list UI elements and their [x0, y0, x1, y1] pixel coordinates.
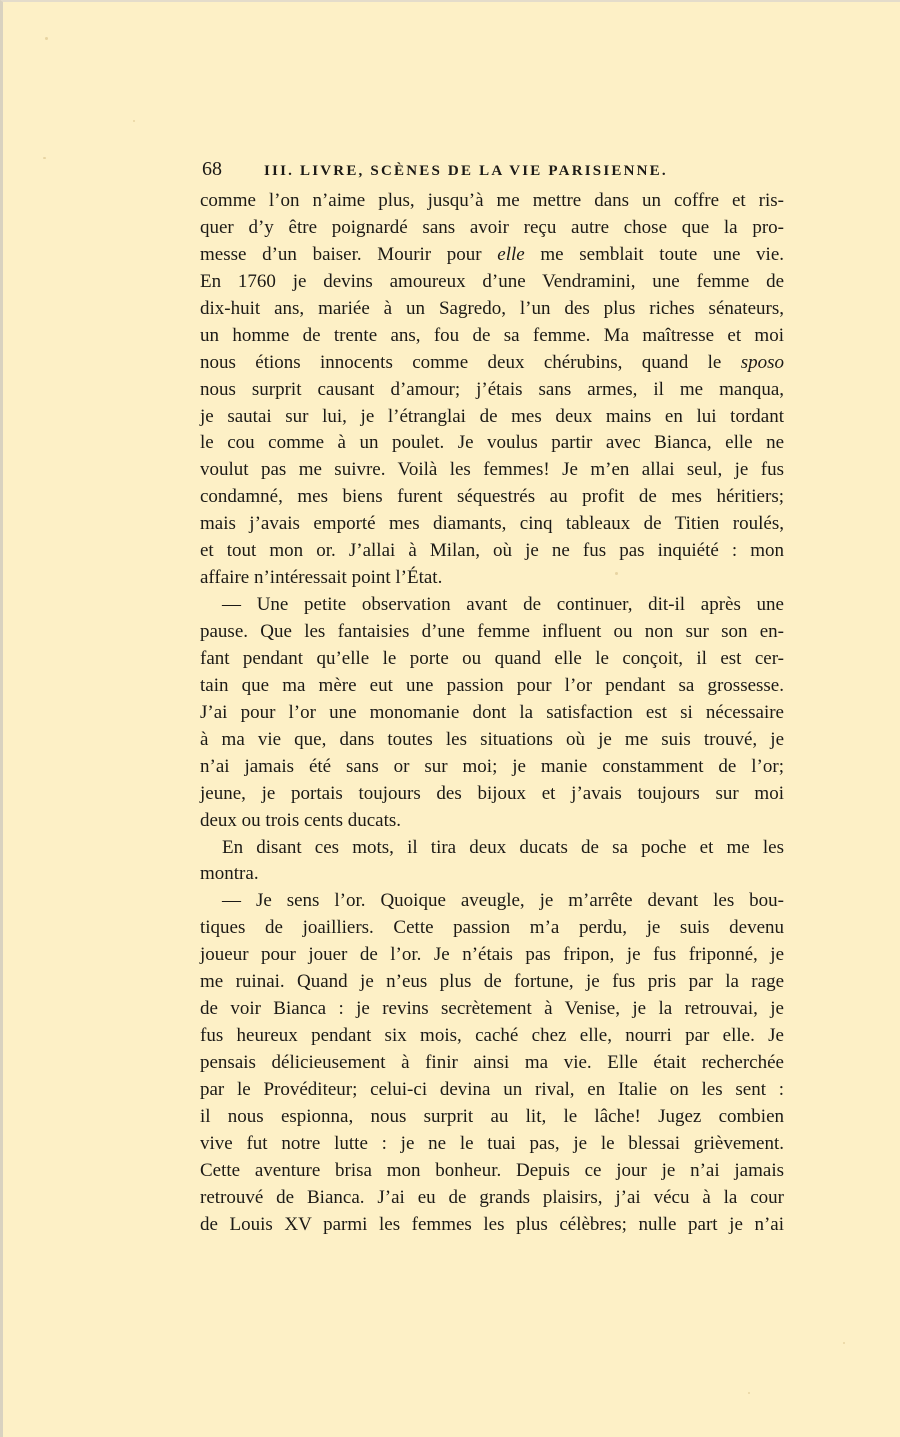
text-line: — Une petite observation avant de continuer, dit-il après une: [222, 594, 784, 616]
text-line: de Louis XV parmi les femmes les plus célèbres; nulle part je n’ai: [200, 1213, 784, 1235]
text-line: En disant ces mots, il tira deux ducats de sa poche et me les: [222, 836, 784, 858]
paper-speck: [843, 1342, 845, 1344]
text-line: joueur pour jouer de l’or. Je n’étais pas fripon, je fus friponné, je: [200, 944, 784, 966]
text-line: un homme de trente ans, fou de sa femme. Ma maîtresse et moi: [200, 324, 784, 346]
italic-word-elle: elle: [497, 243, 525, 265]
text-line: il nous espionna, nous surprit au lit, le lâche! Jugez combien: [200, 1105, 784, 1127]
paper-speck: [133, 120, 135, 122]
running-head: [202, 158, 784, 188]
text-line: le cou comme à un poulet. Je voulus partir avec Bianca, elle ne: [200, 432, 784, 454]
text-line: comme l’on n’aime plus, jusqu’à me mettre dans un coffre et ris-: [200, 190, 784, 211]
text-line: vive fut notre lutte : je ne le tuai pas, je le blessai grièvement.: [200, 1132, 784, 1154]
text-line: par le Provéditeur; celui-ci devina un rival, en Italie on les sent :: [200, 1078, 784, 1100]
paper-speck: [45, 37, 48, 40]
text-line: fant pendant qu’elle le porte ou quand elle le conçoit, il est cer-: [200, 647, 784, 669]
text-line: pensais délicieusement à finir ainsi ma vie. Elle était recherchée: [200, 1052, 784, 1073]
text-line: nous surprit causant d’amour; j’étais sans armes, il me manqua,: [200, 378, 784, 400]
text-line: jeune, je portais toujours des bijoux et j’avais toujours sur moi: [200, 782, 784, 804]
text-line: dix-huit ans, mariée à un Sagredo, l’un des plus riches sénateurs,: [200, 297, 784, 319]
text-line: [200, 350, 784, 377]
paper-speck: [43, 157, 46, 159]
text-fragment: me semblait toute une vie.: [540, 243, 785, 265]
text-line: je sautai sur lui, je l’étranglai de mes deux mains en lui tordant: [200, 405, 784, 427]
text-line: En 1760 je devins amoureux d’une Vendramini, une femme de: [200, 270, 784, 292]
text-line: voulut pas me suivre. Voilà les femmes! Je m’en allai seul, je fus: [200, 459, 784, 481]
page-number: 68: [202, 158, 222, 180]
text-line: condamné, mes biens furent séquestrés au profit de mes héritiers;: [200, 486, 784, 508]
text-line: — Je sens l’or. Quoique aveugle, je m’arrête devant les bou-: [222, 890, 784, 912]
body-text: [200, 188, 784, 1239]
text-line: tiques de joailliers. Cette passion m’a perdu, je suis devenu: [200, 917, 784, 939]
text-line: quer d’y être poignardé sans avoir reçu autre chose que la pro-: [200, 216, 784, 238]
text-fragment: nous étions innocents comme deux chérubins, quand le: [200, 351, 722, 373]
text-line: de voir Bianca : je revins secrètement à Venise, je la retrouvai, je: [200, 998, 784, 1020]
text-line: retrouvé de Bianca. J’ai eu de grands plaisirs, j’ai vécu à la cour: [200, 1186, 784, 1208]
italic-word-sposo: sposo: [740, 351, 784, 373]
text-fragment: messe d’un baiser. Mourir pour: [200, 243, 482, 265]
text-line: à ma vie que, dans toutes les situations où je me suis trouvé, je: [200, 728, 784, 750]
text-line: J’ai pour l’or une monomanie dont la satisfaction est si nécessaire: [200, 701, 784, 723]
text-line: montra.: [200, 863, 259, 885]
paper-speck: [615, 572, 618, 575]
text-line: tain que ma mère eut une passion pour l’or pendant sa grossesse.: [200, 674, 784, 696]
text-line: affaire n’intéressait point l’État.: [200, 567, 443, 589]
text-line: fus heureux pendant six mois, caché chez elle, nourri par elle. Je: [200, 1025, 784, 1047]
text-line: et tout mon or. J’allai à Milan, où je ne fus pas inquiété : mon: [200, 540, 784, 562]
text-line: n’ai jamais été sans or sur moi; je manie constamment de l’or;: [200, 755, 784, 777]
paper-speck: [748, 1392, 750, 1394]
text-line: mais j’avais emporté mes diamants, cinq tableaux de Titien roulés,: [200, 513, 784, 535]
text-line: me ruinai. Quand je n’eus plus de fortune, je fus pris par la rage: [200, 971, 784, 993]
text-line: Cette aventure brisa mon bonheur. Depuis ce jour je n’ai jamais: [200, 1159, 784, 1181]
running-title: III. LIVRE, SCÈNES DE LA VIE PARISIENNE.: [264, 163, 668, 179]
text-line: pause. Que les fantaisies d’une femme influent ou non sur son en-: [200, 621, 784, 642]
text-line: deux ou trois cents ducats.: [200, 809, 402, 831]
text-line: [200, 242, 784, 269]
